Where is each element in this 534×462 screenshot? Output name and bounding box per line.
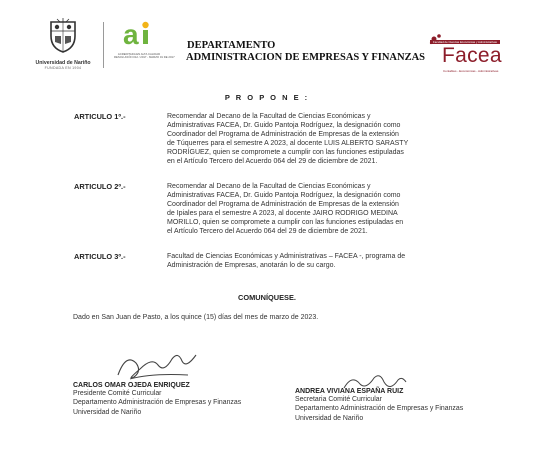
signature-block-2 bbox=[295, 388, 463, 423]
issued-date-line: Dado en San Juan de Pasto, a los quince (15) días del mes de marzo de 2023. bbox=[73, 314, 319, 321]
ai-accreditation-icon bbox=[119, 20, 159, 48]
svg-text:a: a bbox=[123, 20, 139, 48]
udenar-name: Universidad de Nariño bbox=[35, 60, 91, 66]
article-2-line: Recomendar al Decano de la Facultad de Ciencias Económicas y bbox=[167, 183, 371, 190]
udenar-tagline: FUNDADA EN 1904 bbox=[44, 66, 82, 70]
signatory-role: Presidente Comité Curricular bbox=[73, 390, 162, 397]
signatory-name: CARLOS OMAR OJEDA ENRIQUEZ bbox=[73, 382, 190, 389]
facea-subtitle: Contables - Económicas - Administrativas bbox=[443, 69, 499, 73]
article-1-line: Recomendar al Decano de la Facultad de Ciencias Económicas y bbox=[167, 113, 371, 120]
article-3-text bbox=[167, 252, 467, 270]
ai-line-2: RESOLUCIÓN 012 / 2017 - MARZO 01 DE 2017 bbox=[114, 55, 175, 60]
department-line-1: DEPARTAMENTO bbox=[187, 40, 276, 51]
article-3-label: ARTICULO 3º.- bbox=[74, 252, 126, 261]
article-1-line: RODRÍGUEZ, quien se compromete a cumplir con las funciones estipuladas bbox=[167, 149, 404, 157]
article-1-line: Administrativas FACEA, Dr. Guido Pantoja Rodríguez, la designación como bbox=[167, 122, 401, 130]
article-3-line: Administración de Empresas, anotarán lo de su cargo. bbox=[167, 262, 336, 270]
udenar-logo bbox=[28, 18, 98, 70]
article-1-text bbox=[167, 112, 467, 166]
signatory-department: Departamento Administración de Empresas y Finanzas bbox=[295, 405, 464, 413]
header-divider bbox=[103, 22, 104, 68]
article-2-line: Administrativas FACEA, Dr. Guido Pantoja Rodríguez, la designación como bbox=[167, 192, 401, 200]
article-2-line: de Ipiales para el semestre A 2023, al docente JAIRO RODRIGO MEDINA bbox=[167, 210, 398, 218]
letterhead bbox=[0, 0, 534, 80]
udenar-shield-icon bbox=[45, 18, 81, 54]
article-2-line: Coordinador del Programa de Administración de Empresas de la extensión bbox=[167, 201, 399, 209]
article-1-line: Coordinador del Programa de Administración de Empresas de la extensión bbox=[167, 131, 399, 139]
signature-1-handwriting bbox=[112, 345, 202, 385]
ai-line-1: ACREDITADA EN ALTA CALIDAD bbox=[117, 52, 161, 56]
signatory-name: ANDREA VIVIANA ESPAÑA RUIZ bbox=[295, 388, 404, 395]
signatory-role: Secretaria Comité Curricular bbox=[295, 396, 382, 403]
department-title bbox=[186, 40, 425, 64]
article-1-line: de Túquerres para el semestre A 2023, al docente LUIS ALBERTO SARASTY bbox=[167, 140, 409, 148]
comuniquese-heading: COMUNÍQUESE. bbox=[238, 293, 296, 302]
article-3-line: Facultad de Ciencias Económicas y Administrativas – FACEA -, programa de bbox=[167, 253, 406, 260]
signatory-department: Departamento Administración de Empresas y Finanzas bbox=[73, 399, 242, 407]
acreditacion-logo bbox=[114, 20, 175, 60]
signature-block-1 bbox=[73, 382, 241, 417]
article-1-label: ARTICULO 1º.- bbox=[74, 112, 126, 121]
facea-wordmark: Facea bbox=[442, 44, 502, 67]
article-2-text bbox=[167, 182, 467, 236]
article-2-line: el Artículo Tercero del Acuerdo 064 del 29 de diciembre de 2021. bbox=[167, 228, 368, 236]
article-1-line: en el Artículo Tercero del Acuerdo 064 del 29 de diciembre de 2021. bbox=[167, 158, 378, 166]
department-line-2: ADMINISTRACION DE EMPRESAS Y FINANZAS bbox=[186, 52, 425, 63]
facea-banner: Facultad de Ciencias Económicas y Administrativas bbox=[430, 40, 500, 44]
propone-heading: P R O P O N E : bbox=[224, 93, 310, 102]
signatory-institution: Universidad de Nariño bbox=[73, 408, 142, 416]
article-2-line: MORILLO, quien se compromete a cumplir con las funciones estipuladas en bbox=[167, 219, 404, 227]
article-2-label: ARTICULO 2º.- bbox=[74, 182, 126, 191]
signatory-institution: Universidad de Nariño bbox=[295, 414, 364, 422]
